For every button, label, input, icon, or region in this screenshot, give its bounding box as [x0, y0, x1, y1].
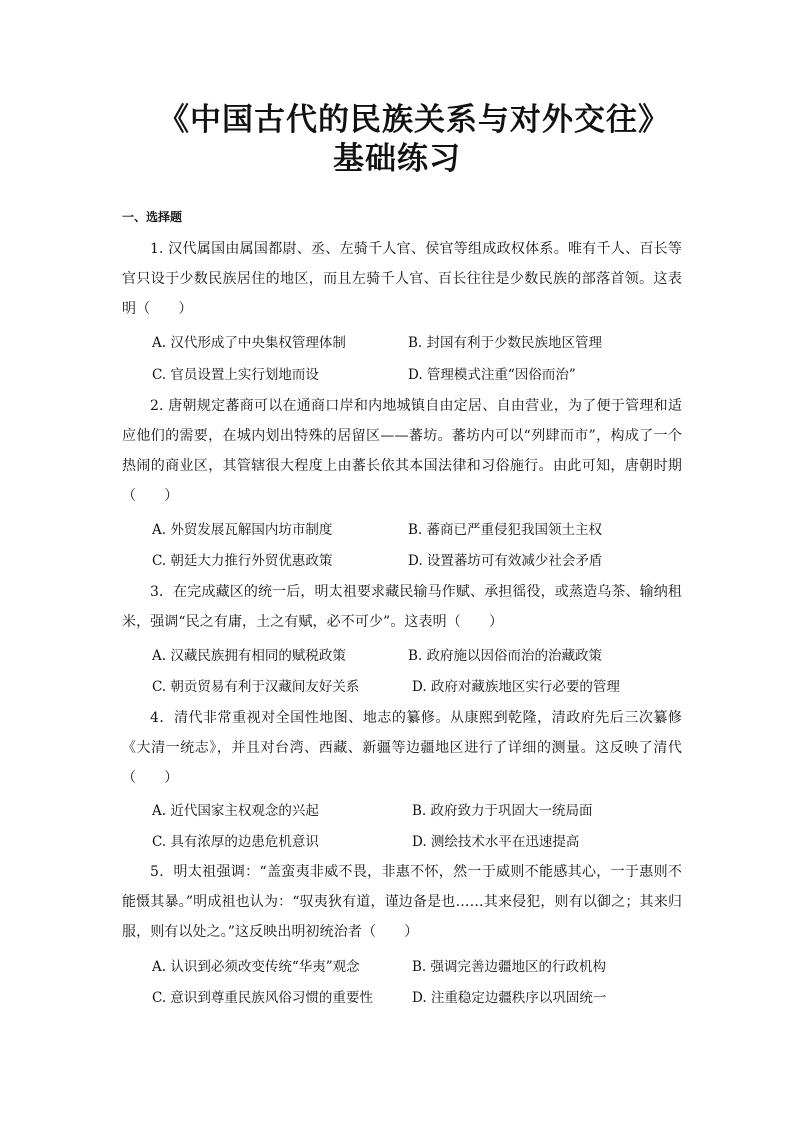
question-4-stem: 4．清代非常重视对全国性地图、地志的纂修。从康熙到乾隆，清政府先后三次纂修《大清一统志》，并且对台湾、西藏、新疆等边疆地区进行了详细的测量。这反映了清代（ ） — [122, 710, 682, 786]
question-2-option-b: B. 蕃商已严重侵犯我国领土主权 — [408, 522, 603, 538]
question-3-stem: 3．在完成藏区的统一后，明太祖要求藏民输马作赋、承担徭役，或蒸造乌茶、输纳租米，强调“民之有庸，土之有赋，必不可少”。这表明（ ） — [122, 584, 682, 630]
question-2-option-d: D. 设置蕃坊可有效减少社会矛盾 — [408, 553, 603, 569]
question-4-option-a: A. 近代国家主权观念的兴起 — [152, 803, 319, 819]
document-title-line1: 《中国古代的民族关系与对外交往》 — [158, 102, 670, 138]
section-heading: 一、选择题 — [122, 210, 183, 224]
question-1-option-d: D. 管理模式注重“因俗而治” — [408, 367, 576, 383]
question-1-option-a: A. 汉代形成了中央集权管理体制 — [152, 335, 346, 351]
question-5-stem: 5．明太祖强调：“盖蛮夷非威不畏，非惠不怀，然一于威则不能感其心，一于惠则不能慑其暴。”明成祖也认为：“驭夷狄有道，谨边备是也……其来侵犯，则有以御之；其来归服，则有以处之。”这反映出明初统治者（ ） — [122, 864, 682, 940]
question-4-option-b: B. 政府致力于巩固大一统局面 — [412, 803, 593, 819]
question-1-option-b: B. 封国有利于少数民族地区管理 — [408, 335, 603, 351]
question-3-option-c: C. 朝贡贸易有利于汉藏间友好关系 — [152, 679, 360, 695]
question-2-stem: 2. 唐朝规定蕃商可以在通商口岸和内地城镇自由定居、自由营业，为了便于管理和适应他们的需要，在城内划出特殊的居留区——蕃坊。蕃坊内可以“列肆而市”，构成了一个热闹的商业区，其管辖很大程度上由蕃长依其本国法律和习俗施行。由此可知，唐朝时期（ ） — [122, 398, 682, 504]
question-5-option-c: C. 意识到尊重民族风俗习惯的重要性 — [152, 990, 373, 1006]
question-3-option-d: D. 政府对藏族地区实行必要的管理 — [412, 679, 620, 695]
question-3-option-b: B. 政府施以因俗而治的治藏政策 — [408, 648, 603, 664]
question-2-option-c: C. 朝廷大力推行外贸优惠政策 — [152, 553, 333, 569]
question-1-option-c: C. 官员设置上实行划地而设 — [152, 367, 319, 383]
question-5-option-a: A. 认识到必须改变传统“华夷”观念 — [152, 959, 360, 975]
question-5-option-b: B. 强调完善边疆地区的行政机构 — [412, 959, 607, 975]
question-1-stem: 1. 汉代属国由属国都尉、丞、左骑千人官、侯官等组成政权体系。唯有千人、百长等官只设于少数民族居住的地区，而且左骑千人官、百长往往是少数民族的部落首领。这表明（ ） — [122, 241, 682, 317]
question-5-option-d: D. 注重稳定边疆秩序以巩固统一 — [412, 990, 607, 1006]
document-title-line2: 基础练习 — [333, 141, 461, 177]
question-4-option-c: C. 具有浓厚的边患危机意识 — [152, 834, 319, 850]
question-2-option-a: A. 外贸发展瓦解国内坊市制度 — [152, 522, 333, 538]
question-4-option-d: D. 测绘技术水平在迅速提高 — [412, 834, 580, 850]
question-3-option-a: A. 汉藏民族拥有相同的赋税政策 — [152, 648, 346, 664]
